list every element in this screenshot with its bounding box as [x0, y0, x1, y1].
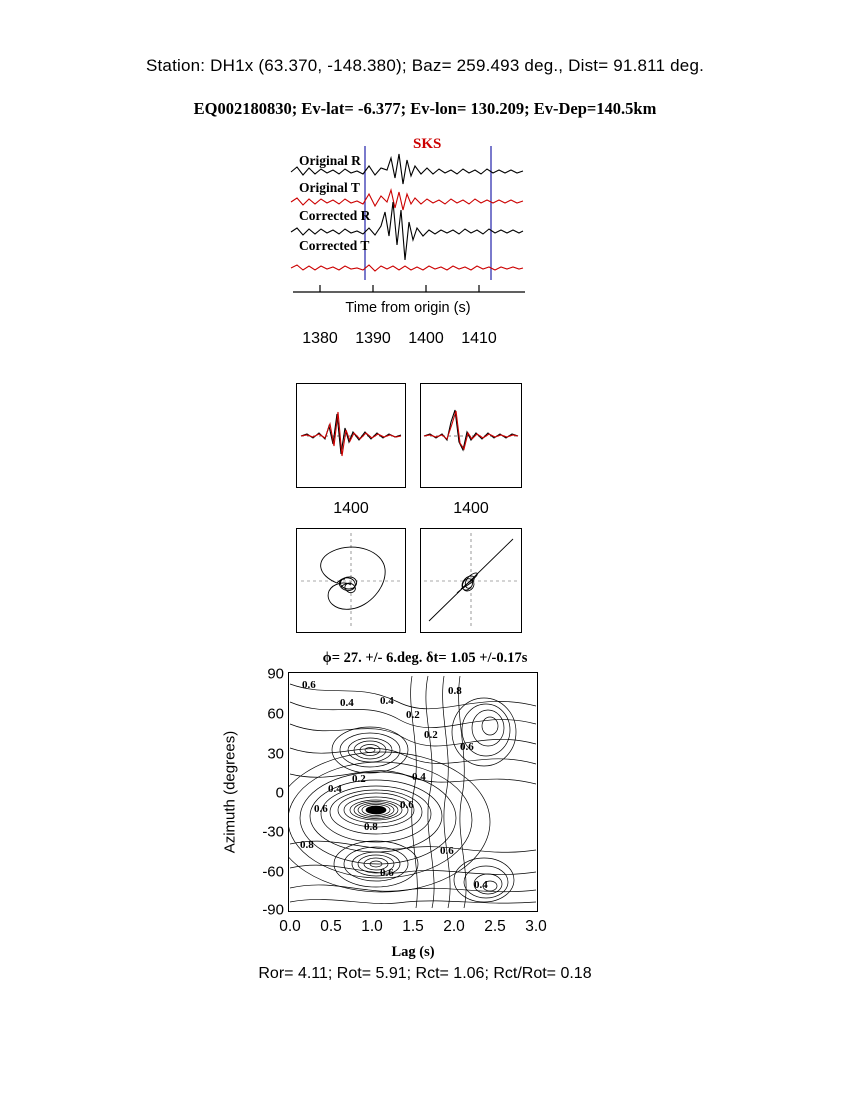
svg-text:0.6: 0.6 [302, 679, 316, 691]
svg-text:0.2: 0.2 [352, 773, 366, 785]
uncorrected-particle-motion-svg [297, 529, 405, 632]
waveform-panel [283, 136, 533, 355]
time-axis-label: Time from origin (s) [345, 300, 471, 316]
trace-label-corrected-t: Corrected T [299, 238, 370, 253]
x-tick-3-0: 3.0 [525, 918, 547, 935]
uncorrected-fast-slow-svg [297, 384, 405, 487]
svg-text:0.4: 0.4 [412, 771, 426, 783]
svg-text:0.4: 0.4 [474, 879, 488, 891]
y-tick-60: 60 [267, 705, 284, 723]
contour-x-axis-label: Lag (s) [391, 944, 435, 960]
svg-text:0.8: 0.8 [300, 839, 314, 851]
corrected-fast-slow-svg [421, 384, 521, 487]
contour-level-labels [300, 679, 488, 891]
contour-panel [221, 665, 547, 960]
event-info-line: EQ002180830; Ev-lat= -6.377; Ev-lon= 130.209; Ev-Dep=140.5km [193, 99, 657, 118]
svg-text:0.8: 0.8 [364, 821, 378, 833]
trace-label-original-t: Original T [299, 180, 360, 195]
sks-phase-label: SKS [413, 136, 442, 152]
svg-text:0.6: 0.6 [380, 867, 394, 879]
uncorrected-particle-motion-box [296, 528, 406, 633]
x-tick-2-5: 2.5 [484, 918, 506, 935]
time-tick-1380: 1380 [302, 330, 338, 347]
corrected-particle-motion-box [420, 528, 522, 633]
trace-label-original-r: Original R [299, 153, 361, 168]
svg-text:0.6: 0.6 [460, 741, 474, 753]
x-tick-1-5: 1.5 [402, 918, 424, 935]
contour-y-axis-label: Azimuth (degrees) [221, 730, 239, 854]
svg-text:0.6: 0.6 [440, 845, 454, 857]
time-tick-1390: 1390 [355, 330, 391, 347]
box-b-tick-label: 1400 [453, 500, 489, 517]
time-tick-1400: 1400 [408, 330, 444, 347]
y-tick-0: 0 [275, 784, 284, 802]
y-tick-90: 90 [267, 665, 284, 683]
svg-text:0.2: 0.2 [424, 729, 438, 741]
x-tick-0-0: 0.0 [279, 918, 301, 935]
trace-corrected-t [291, 265, 523, 271]
x-tick-0-5: 0.5 [320, 918, 342, 935]
svg-text:0.4: 0.4 [328, 783, 342, 795]
svg-text:0.8: 0.8 [448, 685, 462, 697]
contour-title: ϕ= 27. +/- 6.deg. δt= 1.05 +/-0.17s [322, 650, 528, 666]
svg-text:0.6: 0.6 [400, 799, 414, 811]
y-tick-30: 30 [267, 745, 284, 763]
uncorrected-waveform-box [296, 383, 406, 488]
svg-text:0.2: 0.2 [406, 709, 420, 721]
corrected-waveform-box [420, 383, 522, 488]
y-tick-m60: -60 [262, 863, 284, 881]
y-tick-m30: -30 [262, 823, 284, 841]
svg-text:0.4: 0.4 [380, 695, 394, 707]
time-tick-1410: 1410 [461, 330, 497, 347]
y-tick-m90: -90 [262, 901, 284, 919]
trace-label-corrected-r: Corrected R [299, 208, 371, 223]
x-tick-2-0: 2.0 [443, 918, 465, 935]
quality-metrics-line: Ror= 4.11; Rot= 5.91; Rct= 1.06; Rct/Rot= 0.18 [258, 965, 592, 982]
box-a-tick-label: 1400 [333, 500, 369, 517]
svg-text:0.6: 0.6 [314, 803, 328, 815]
x-tick-1-0: 1.0 [361, 918, 383, 935]
contour-plot-svg [288, 672, 538, 912]
station-info-line: Station: DH1x (63.370, -148.380); Baz= 259.493 deg., Dist= 91.811 deg. [145, 56, 705, 75]
corrected-particle-motion-svg [421, 529, 521, 632]
svg-text:0.4: 0.4 [340, 697, 354, 709]
